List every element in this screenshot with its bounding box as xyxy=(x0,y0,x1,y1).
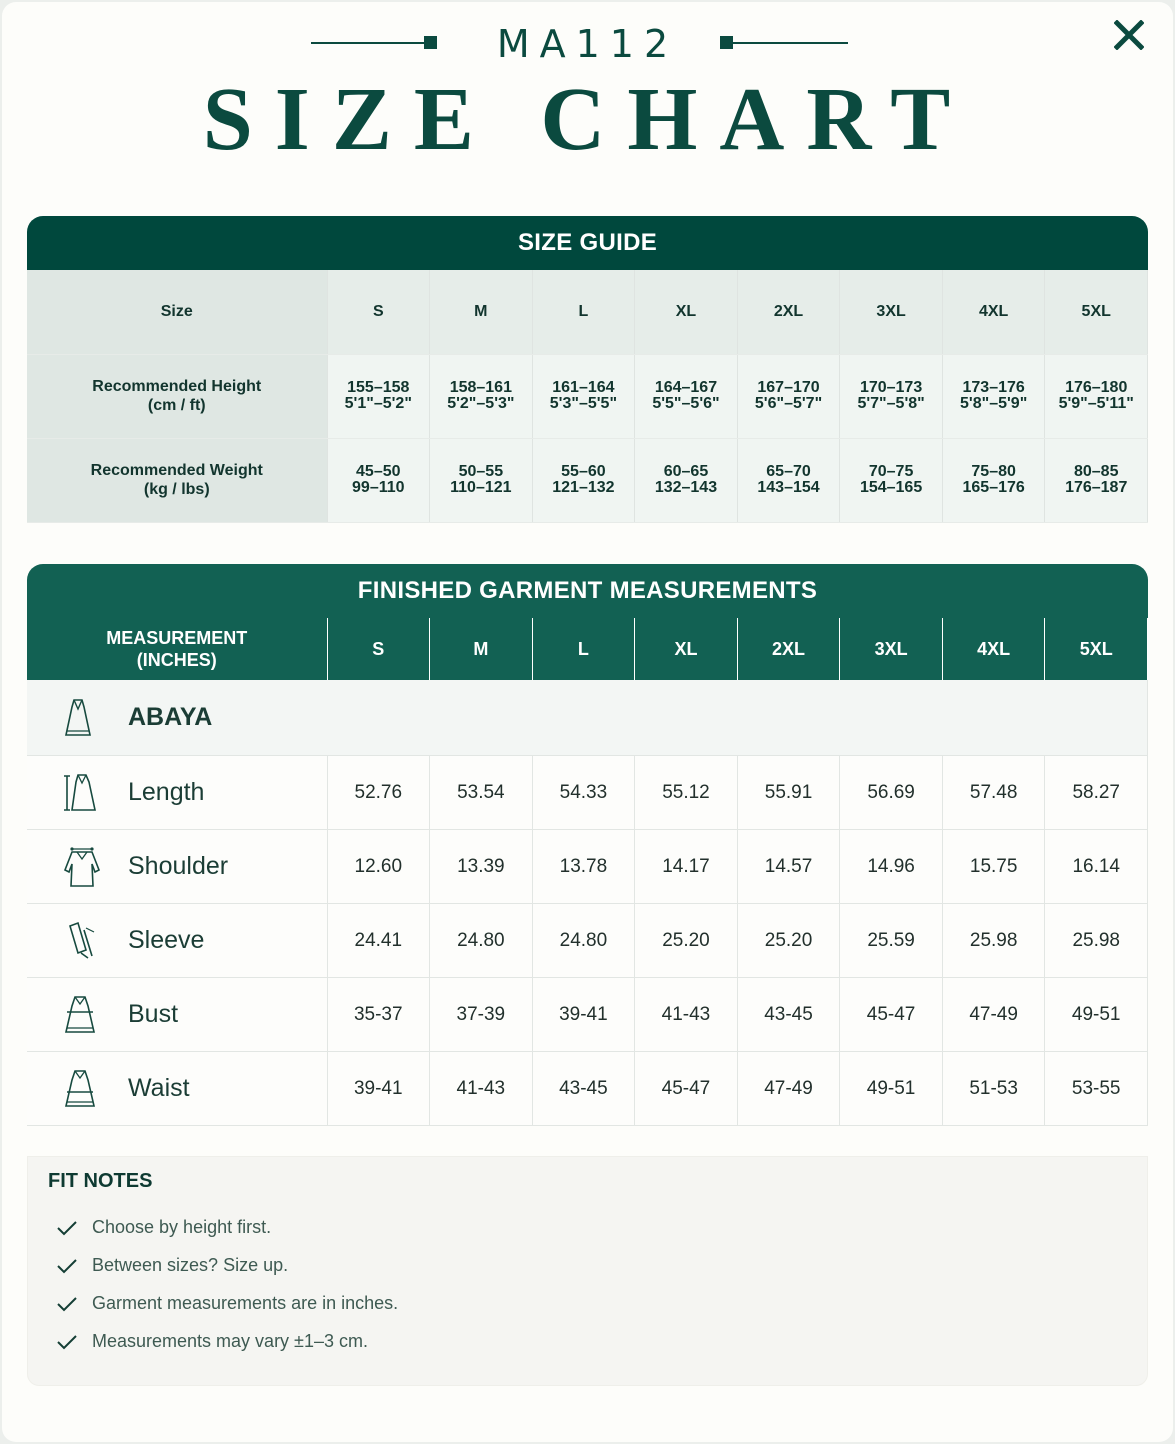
cell-imperial: 121–132 xyxy=(552,479,615,496)
measurement-value: 37-39 xyxy=(430,978,533,1052)
measurement-size-header-4xl: 4XL xyxy=(942,618,1045,680)
fit-note-item xyxy=(56,1293,398,1314)
cell-imperial: 5'1"–5'2" xyxy=(344,395,412,412)
measurement-icon-wrap xyxy=(53,1068,111,1110)
size-guide-cell xyxy=(942,354,1045,438)
cell-imperial: 110–121 xyxy=(450,479,512,496)
fit-notes-title: FIT NOTES xyxy=(48,1170,153,1192)
cell-metric: 155–158 xyxy=(347,379,410,396)
size-header-2xl: 2XL xyxy=(737,270,840,354)
category-label xyxy=(27,697,1147,739)
measurement-row-shoulder xyxy=(27,830,1148,904)
measurement-value: 51-53 xyxy=(942,1052,1045,1126)
measurement-label-cell xyxy=(27,978,327,1052)
measurement-value: 14.96 xyxy=(840,830,943,904)
size-header-4xl: 4XL xyxy=(942,270,1045,354)
measurement-value: 12.60 xyxy=(327,830,430,904)
measurement-label-cell xyxy=(27,1052,327,1126)
measurement-size-header-2xl: 2XL xyxy=(737,618,840,680)
row-label-unit: (kg / lbs) xyxy=(143,481,210,498)
check-icon xyxy=(56,1219,78,1237)
measurement-value: 53-55 xyxy=(1045,1052,1148,1126)
measurements-table xyxy=(27,618,1148,1126)
measurement-row-waist xyxy=(27,1052,1148,1126)
cell-metric: 164–167 xyxy=(654,379,718,396)
measurement-size-header-s: S xyxy=(327,618,430,680)
measurement-label xyxy=(27,994,327,1036)
cell-imperial: 176–187 xyxy=(1065,479,1128,496)
size-guide-header-row xyxy=(27,270,1148,354)
size-guide-cell xyxy=(430,438,533,522)
measurement-row-sleeve xyxy=(27,904,1148,978)
cell-imperial: 154–165 xyxy=(859,479,923,496)
cell-metric: 170–173 xyxy=(859,379,923,396)
measurement-label xyxy=(27,846,327,888)
size-header-m: M xyxy=(430,270,533,354)
cell-imperial: 5'3"–5'5" xyxy=(549,395,618,412)
size-guide-row xyxy=(27,438,1148,522)
size-guide-cell xyxy=(942,438,1045,522)
measurement-name: Sleeve xyxy=(128,926,205,954)
size-guide-row xyxy=(27,354,1148,438)
measurement-name: Shoulder xyxy=(128,852,229,880)
measurement-value: 43-45 xyxy=(532,1052,635,1126)
measurement-value: 55.91 xyxy=(737,756,840,830)
cell-imperial: 143–154 xyxy=(757,479,820,496)
measurement-label xyxy=(27,920,327,962)
cell-metric: 55–60 xyxy=(561,463,606,480)
bust-icon xyxy=(62,994,102,1036)
fit-note-item xyxy=(56,1217,271,1238)
size-header-l: L xyxy=(532,270,635,354)
cell-metric: 75–80 xyxy=(971,463,1016,480)
cell-imperial: 5'9"–5'11" xyxy=(1058,395,1134,412)
cell-metric: 70–75 xyxy=(868,463,914,480)
cell-metric: 80–85 xyxy=(1073,463,1119,480)
measurement-value: 57.48 xyxy=(942,756,1045,830)
measurement-value: 25.20 xyxy=(737,904,840,978)
cell-metric: 50–55 xyxy=(458,463,504,480)
measurement-value: 25.20 xyxy=(635,904,738,978)
fit-note-text: Between sizes? Size up. xyxy=(92,1255,289,1275)
cell-metric: 60–65 xyxy=(663,463,709,480)
check-icon xyxy=(56,1257,78,1275)
size-guide-cell xyxy=(532,438,635,522)
measurement-icon-wrap xyxy=(53,920,111,962)
size-guide-cell xyxy=(737,438,840,522)
cell-imperial: 99–110 xyxy=(352,479,405,496)
measurement-value: 35-37 xyxy=(327,978,430,1052)
size-guide-cell xyxy=(1045,438,1148,522)
measurement-value: 13.78 xyxy=(532,830,635,904)
waist-icon xyxy=(62,1068,102,1110)
measurement-value: 16.14 xyxy=(1045,830,1148,904)
size-header-5xl: 5XL xyxy=(1045,270,1148,354)
size-guide-cell xyxy=(1045,354,1148,438)
measurement-value: 24.80 xyxy=(430,904,533,978)
sleeve-icon xyxy=(62,920,102,962)
cell-imperial: 5'7"–5'8" xyxy=(857,395,925,412)
measurement-value: 45-47 xyxy=(635,1052,738,1126)
cell-metric: 161–164 xyxy=(552,379,615,396)
measurement-value: 39-41 xyxy=(327,1052,430,1126)
check-icon xyxy=(56,1295,78,1313)
measurement-name: Bust xyxy=(128,1000,179,1028)
measurement-value: 25.59 xyxy=(840,904,943,978)
cell-metric: 176–180 xyxy=(1065,379,1128,396)
measurement-label-cell xyxy=(27,756,327,830)
measurement-value: 25.98 xyxy=(942,904,1045,978)
size-header-xl: XL xyxy=(635,270,738,354)
size-guide-cell xyxy=(840,354,943,438)
length-icon xyxy=(62,772,102,814)
measurement-value: 56.69 xyxy=(840,756,943,830)
size-header-3xl: 3XL xyxy=(840,270,943,354)
measurement-value: 45-47 xyxy=(840,978,943,1052)
measurement-value: 41-43 xyxy=(635,978,738,1052)
measurement-value: 41-43 xyxy=(430,1052,533,1126)
measurement-label xyxy=(27,772,327,814)
size-guide-cell xyxy=(532,354,635,438)
measurement-label-cell xyxy=(27,830,327,904)
measurement-column-header xyxy=(27,618,327,680)
category-cell xyxy=(27,680,1148,756)
measurement-size-header-3xl: 3XL xyxy=(840,618,943,680)
cell-imperial: 5'8"–5'9" xyxy=(960,395,1028,412)
cell-imperial: 5'5"–5'6" xyxy=(652,395,720,412)
cell-imperial: 5'6"–5'7" xyxy=(754,395,823,412)
measurement-name: Waist xyxy=(128,1074,190,1102)
size-guide-cell xyxy=(635,354,738,438)
model-code: MA112 xyxy=(496,22,679,66)
size-header-s: S xyxy=(327,270,430,354)
measurement-size-header-5xl: 5XL xyxy=(1045,618,1148,680)
measurement-size-header-l: L xyxy=(532,618,635,680)
measurement-value: 55.12 xyxy=(635,756,738,830)
size-guide-cell xyxy=(840,438,943,522)
measurement-value: 49-51 xyxy=(840,1052,943,1126)
measurement-label xyxy=(27,1068,327,1110)
size-label: Size xyxy=(27,270,327,354)
cell-imperial: 165–176 xyxy=(962,479,1025,496)
size-guide-cell xyxy=(327,354,430,438)
cell-imperial: 5'2"–5'3" xyxy=(447,395,515,412)
shoulder-icon xyxy=(62,846,102,888)
cell-metric: 158–161 xyxy=(449,379,512,396)
measurement-value: 25.98 xyxy=(1045,904,1148,978)
measurement-row-length xyxy=(27,756,1148,830)
size-guide-row-label xyxy=(27,438,327,522)
measurement-value: 47-49 xyxy=(737,1052,840,1126)
measurement-value: 54.33 xyxy=(532,756,635,830)
abaya-icon xyxy=(62,697,102,739)
measurement-value: 43-45 xyxy=(737,978,840,1052)
measurement-header-unit: (INCHES) xyxy=(136,650,217,670)
measurements-header-row xyxy=(27,618,1148,680)
fit-note-item xyxy=(56,1331,368,1352)
fit-note-text: Garment measurements are in inches. xyxy=(92,1293,399,1313)
measurement-icon-wrap xyxy=(53,772,111,814)
measurement-value: 47-49 xyxy=(942,978,1045,1052)
size-guide-cell xyxy=(327,438,430,522)
row-label-main: Recommended Weight xyxy=(90,462,263,479)
measurement-header-label: MEASUREMENT xyxy=(106,628,248,648)
measurement-row-bust xyxy=(27,978,1148,1052)
measurement-icon-wrap xyxy=(53,846,111,888)
page-title: SIZE CHART xyxy=(202,70,973,169)
cell-metric: 65–70 xyxy=(766,463,811,480)
measurement-size-header-m: M xyxy=(430,618,533,680)
category-row xyxy=(27,680,1148,756)
fit-notes xyxy=(27,1156,1148,1386)
size-guide-cell xyxy=(430,354,533,438)
category-icon-wrap xyxy=(53,697,111,739)
check-icon xyxy=(56,1333,78,1351)
measurement-value: 14.17 xyxy=(635,830,738,904)
cell-metric: 167–170 xyxy=(757,379,820,396)
measurement-value: 24.41 xyxy=(327,904,430,978)
size-guide-title: SIZE GUIDE xyxy=(27,216,1148,270)
cell-metric: 45–50 xyxy=(356,463,401,480)
size-guide-row-label xyxy=(27,354,327,438)
measurements-title: FINISHED GARMENT MEASUREMENTS xyxy=(27,564,1148,618)
category-name: ABAYA xyxy=(128,703,213,731)
size-guide-cell xyxy=(737,354,840,438)
measurement-value: 39-41 xyxy=(532,978,635,1052)
fit-note-text: Choose by height first. xyxy=(92,1217,272,1237)
measurement-value: 49-51 xyxy=(1045,978,1148,1052)
measurement-value: 53.54 xyxy=(430,756,533,830)
measurement-label-cell xyxy=(27,904,327,978)
measurement-value: 58.27 xyxy=(1045,756,1148,830)
measurement-name: Length xyxy=(128,778,205,806)
measurement-value: 15.75 xyxy=(942,830,1045,904)
measurement-value: 13.39 xyxy=(430,830,533,904)
size-guide-cell xyxy=(635,438,738,522)
cell-metric: 173–176 xyxy=(962,379,1025,396)
row-label-main: Recommended Height xyxy=(92,378,262,395)
measurement-icon-wrap xyxy=(53,994,111,1036)
measurement-value: 14.57 xyxy=(737,830,840,904)
measurement-size-header-xl: XL xyxy=(635,618,738,680)
measurement-value: 24.80 xyxy=(532,904,635,978)
fit-note-item xyxy=(56,1255,288,1276)
row-label-unit: (cm / ft) xyxy=(147,397,206,414)
size-guide-table xyxy=(27,270,1148,523)
fit-note-text: Measurements may vary ±1–3 cm. xyxy=(92,1331,368,1351)
cell-imperial: 132–143 xyxy=(654,479,718,496)
measurement-value: 52.76 xyxy=(327,756,430,830)
